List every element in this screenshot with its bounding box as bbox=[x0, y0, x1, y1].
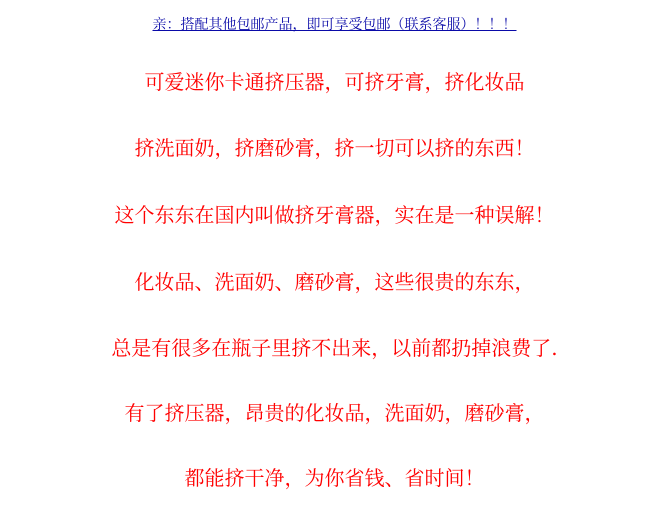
description-line-3: 这个东东在国内叫做挤牙膏器，实在是一种误解！ bbox=[114, 203, 555, 227]
description-line-6: 有了挤压器，昂贵的化妆品，洗面奶，磨砂膏， bbox=[124, 401, 545, 425]
description-line-2: 挤洗面奶，挤磨砂膏，挤一切可以挤的东西！ bbox=[134, 136, 535, 160]
description-line-5: 总是有很多在瓶子里挤不出来，以前都扔掉浪费了. bbox=[111, 336, 558, 360]
description-line-1: 可爱迷你卡通挤压器，可挤牙膏，挤化妆品 bbox=[144, 70, 525, 94]
description-line-4: 化妆品、洗面奶、磨砂膏，这些很贵的东东， bbox=[134, 270, 535, 294]
description-line-7: 都能挤干净，为你省钱、省时间！ bbox=[184, 466, 485, 490]
promo-shipping-link[interactable]: 亲：搭配其他包邮产品，即可享受包邮（联系客服）！！！ bbox=[152, 17, 517, 33]
